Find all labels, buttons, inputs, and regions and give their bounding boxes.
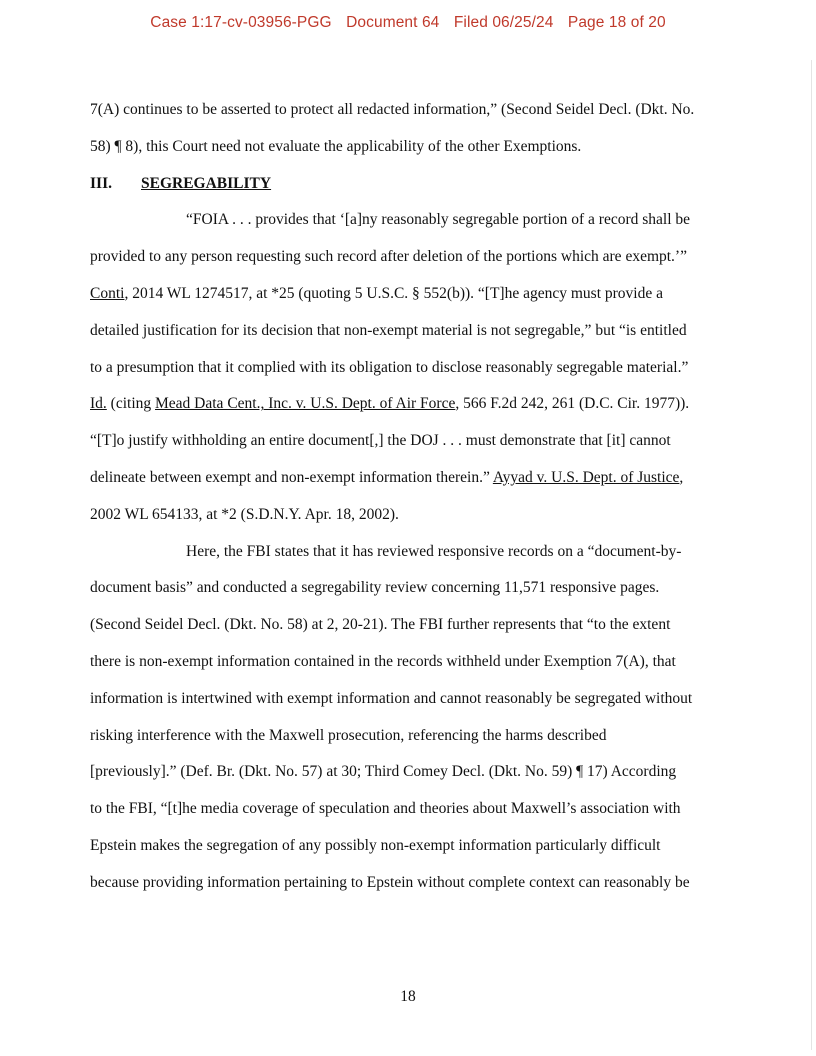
id-citation: Id.: [90, 395, 107, 413]
heading-title: SEGREGABILITY: [141, 174, 272, 192]
body-line: to the FBI, “[t]he media coverage of speculation and theories about Maxwell’s association with: [90, 800, 681, 818]
body-line: because providing information pertaining to Epstein without complete context can reasonably be: [90, 873, 690, 891]
document-body: [90, 92, 730, 902]
body-line: 58) ¶ 8), this Court need not evaluate the applicability of the other Exemptions.: [90, 137, 582, 155]
page-number: 18: [400, 988, 416, 1005]
case-header: [0, 14, 816, 32]
body-line: 2002 WL 654133, at *2 (S.D.N.Y. Apr. 18, 2002).: [90, 505, 399, 523]
body-line: (Second Seidel Decl. (Dkt. No. 58) at 2, 20-21). The FBI further represents that “to the extent: [90, 616, 671, 634]
body-line: [90, 386, 730, 423]
case-citation: Mead Data Cent., Inc. v. U.S. Dept. of Air Force: [155, 395, 456, 413]
case-citation: Conti: [90, 284, 125, 302]
body-line: “[T]o justify withholding an entire document[,] the DOJ . . . must demonstrate that [it] cannot: [90, 432, 671, 450]
body-line: detailed justification for its decision that non-exempt material is not segregable,” but “is entitled: [90, 321, 687, 339]
case-citation: Ayyad v. U.S. Dept. of Justice: [492, 468, 680, 486]
body-line: provided to any person requesting such record after deletion of the portions which are exempt.’”: [90, 248, 687, 266]
body-line: information is intertwined with exempt information and cannot reasonably be segregated without: [90, 689, 693, 707]
document-number: Document 64: [346, 14, 440, 31]
body-line: Epstein makes the segregation of any possibly non-exempt information particularly difficult: [90, 836, 661, 854]
body-line: “FOIA . . . provides that ‘[a]ny reasonably segregable portion of a record shall be: [186, 211, 691, 229]
body-line: Here, the FBI states that it has reviewed responsive records on a “document-by-: [186, 542, 682, 560]
body-text: , 566 F.2d 242, 261 (D.C. Cir. 1977)).: [455, 395, 690, 413]
body-line: risking interference with the Maxwell prosecution, referencing the harms described: [90, 726, 607, 744]
body-text: delineate between exempt and non-exempt information therein.”: [90, 468, 493, 486]
heading-number: III.: [90, 174, 112, 192]
body-line: [previously].” (Def. Br. (Dkt. No. 57) at 30; Third Comey Decl. (Dkt. No. 59) ¶ 17) According: [90, 763, 677, 781]
filed-date: Filed 06/25/24: [453, 14, 554, 31]
page-of-total: Page 18 of 20: [567, 14, 666, 31]
body-line: there is non-exempt information contained in the records withheld under Exemption 7(A), that: [90, 652, 676, 670]
body-line: to a presumption that it complied with its obligation to disclose reasonably segregable material.”: [90, 358, 689, 376]
body-line: document basis” and conducted a segregability review concerning 11,571 responsive pages.: [90, 579, 660, 597]
case-number: Case 1:17-cv-03956-PGG: [150, 14, 332, 31]
body-text: (citing: [106, 395, 156, 413]
section-heading: [90, 166, 730, 203]
body-line: [90, 276, 730, 313]
page-edge-divider: [811, 60, 812, 1050]
body-text: , 2014 WL 1274517, at *25 (quoting 5 U.S.C. § 552(b)). “[T]he agency must provide a: [124, 284, 663, 302]
body-line: 7(A) continues to be asserted to protect all redacted information,” (Second Seidel Decl. (Dkt. No.: [90, 101, 695, 118]
body-line: [90, 460, 730, 497]
body-text: ,: [679, 468, 684, 486]
